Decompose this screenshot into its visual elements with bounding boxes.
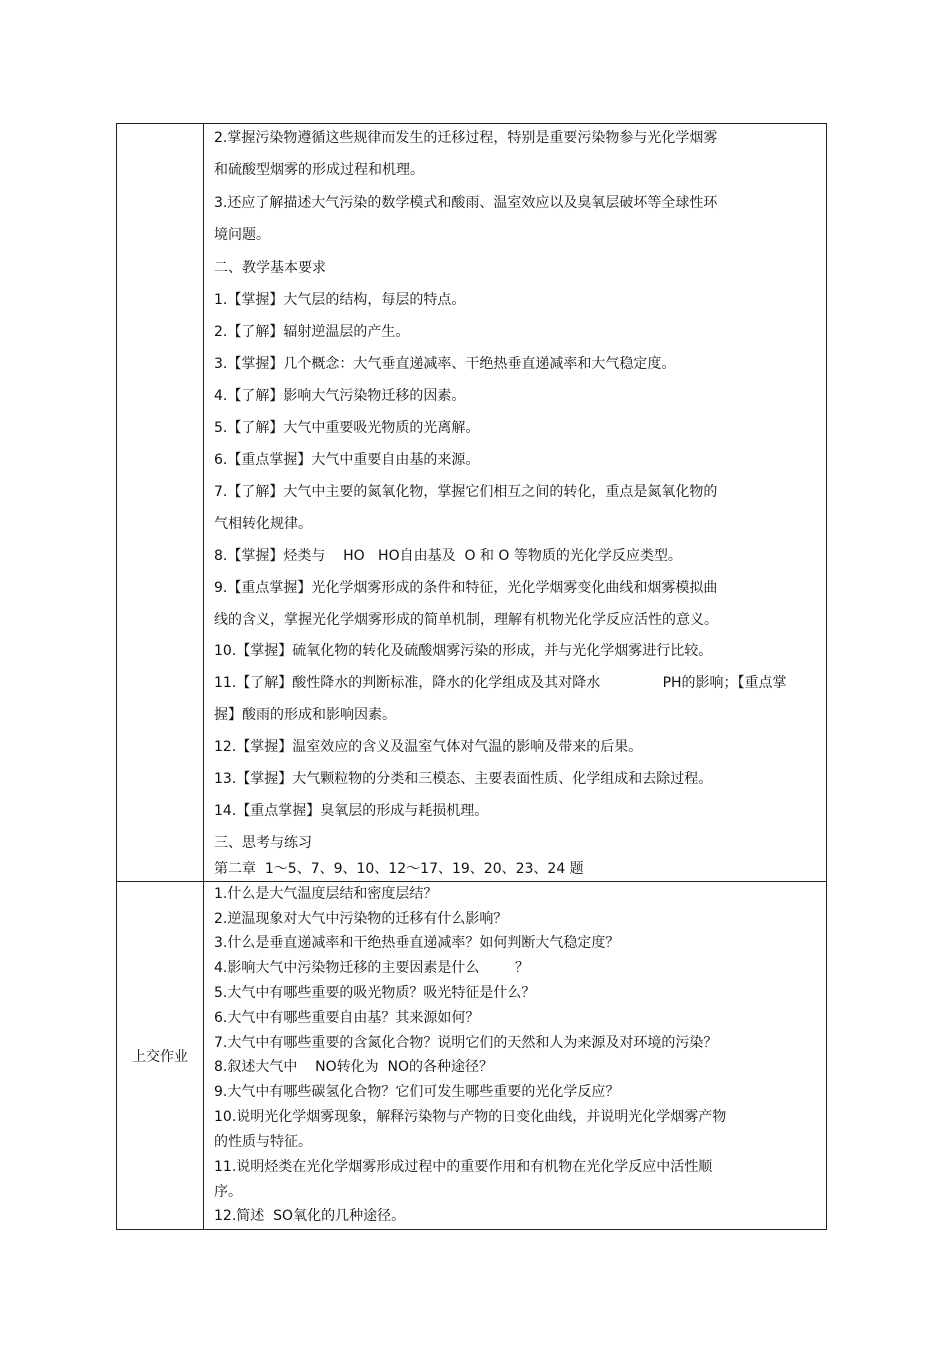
requirements-heading: 二、教学基本要求 bbox=[214, 260, 326, 276]
content-table bbox=[116, 123, 827, 1230]
requirement-item: 13.【掌握】大气颗粒物的分类和三模态、主要表面性质、化学组成和去除过程。 bbox=[214, 771, 713, 787]
homework-item: 5.大气中有哪些重要的吸光物质？吸光特征是什么？ bbox=[214, 985, 536, 1001]
homework-item: 4.影响大气中污染物迁移的主要因素是什么 ？ bbox=[214, 960, 529, 976]
requirement-item: 14.【重点掌握】臭氧层的形成与耗损机理。 bbox=[214, 803, 489, 819]
homework-item: 8.叙述大气中 NO转化为 NO的各种途径？ bbox=[214, 1059, 494, 1075]
requirement-item: 1.【掌握】大气层的结构，每层的特点。 bbox=[214, 292, 466, 308]
homework-item: 的性质与特征。 bbox=[214, 1134, 312, 1150]
column-divider bbox=[203, 124, 204, 1229]
requirement-item: 线的含义，掌握光化学烟雾形成的简单机制，理解有机物光化学反应活性的意义。 bbox=[214, 612, 718, 628]
homework-item: 10.说明光化学烟雾现象，解释污染物与产物的日变化曲线，并说明光化学烟雾产物 bbox=[214, 1109, 727, 1125]
requirement-item: 5.【了解】大气中重要吸光物质的光离解。 bbox=[214, 420, 480, 436]
requirement-item: 2.【了解】辐射逆温层的产生。 bbox=[214, 324, 410, 340]
homework-item: 11.说明烃类在光化学烟雾形成过程中的重要作用和有机物在光化学反应中活性顺 bbox=[214, 1159, 713, 1175]
homework-item: 7.大气中有哪些重要的含氮化合物？说明它们的天然和人为来源及对环境的污染？ bbox=[214, 1035, 718, 1051]
requirement-item: 3.【掌握】几个概念：大气垂直递减率、干绝热垂直递减率和大气稳定度。 bbox=[214, 356, 676, 372]
requirement-item: 握】酸雨的形成和影响因素。 bbox=[214, 707, 396, 723]
homework-item: 9.大气中有哪些碳氢化合物？它们可发生哪些重要的光化学反应？ bbox=[214, 1084, 620, 1100]
requirement-item: 6.【重点掌握】大气中重要自由基的来源。 bbox=[214, 452, 480, 468]
requirement-item: 4.【了解】影响大气污染物迁移的因素。 bbox=[214, 388, 466, 404]
objective-line: 2.掌握污染物遵循这些规律而发生的迁移过程，特别是重要污染物参与光化学烟雾 bbox=[214, 130, 718, 146]
homework-item: 3.什么是垂直递减率和干绝热垂直递减率？如何判断大气稳定度？ bbox=[214, 935, 620, 951]
homework-item: 2.逆温现象对大气中污染物的迁移有什么影响？ bbox=[214, 911, 508, 927]
homework-item: 6.大气中有哪些重要自由基？其来源如何？ bbox=[214, 1010, 480, 1026]
requirement-item: 8.【掌握】烃类与 HO HO自由基及 O 和 O 等物质的光化学反应类型。 bbox=[214, 548, 682, 564]
homework-label: 上交作业 bbox=[132, 1049, 188, 1065]
requirement-item: 气相转化规律。 bbox=[214, 516, 312, 532]
objective-line: 3.还应了解描述大气污染的数学模式和酸雨、温室效应以及臭氧层破坏等全球性环 bbox=[214, 195, 718, 211]
requirement-item: 9.【重点掌握】光化学烟雾形成的条件和特征，光化学烟雾变化曲线和烟雾模拟曲 bbox=[214, 580, 718, 596]
homework-item: 序。 bbox=[214, 1184, 242, 1200]
practice-heading: 三、思考与练习 bbox=[214, 835, 312, 851]
practice-text: 第二章 1～5、7、9、10、12～17、19、20、23、24 题 bbox=[214, 861, 584, 877]
requirement-item: 12.【掌握】温室效应的含义及温室气体对气温的影响及带来的后果。 bbox=[214, 739, 643, 755]
objective-line: 和硫酸型烟雾的形成过程和机理。 bbox=[214, 162, 424, 178]
requirement-item: 7.【了解】大气中主要的氮氧化物，掌握它们相互之间的转化，重点是氮氧化物的 bbox=[214, 484, 718, 500]
row-divider bbox=[117, 881, 826, 882]
requirement-item: 11.【了解】酸性降水的判断标准，降水的化学组成及其对降水 PH的影响；【重点掌 bbox=[214, 675, 787, 691]
requirement-item: 10.【掌握】硫氧化物的转化及硫酸烟雾污染的形成，并与光化学烟雾进行比较。 bbox=[214, 643, 713, 659]
homework-item: 1.什么是大气温度层结和密度层结？ bbox=[214, 886, 438, 902]
objective-line: 境问题。 bbox=[214, 227, 270, 243]
homework-item: 12.简述 SO氧化的几种途径。 bbox=[214, 1208, 406, 1224]
